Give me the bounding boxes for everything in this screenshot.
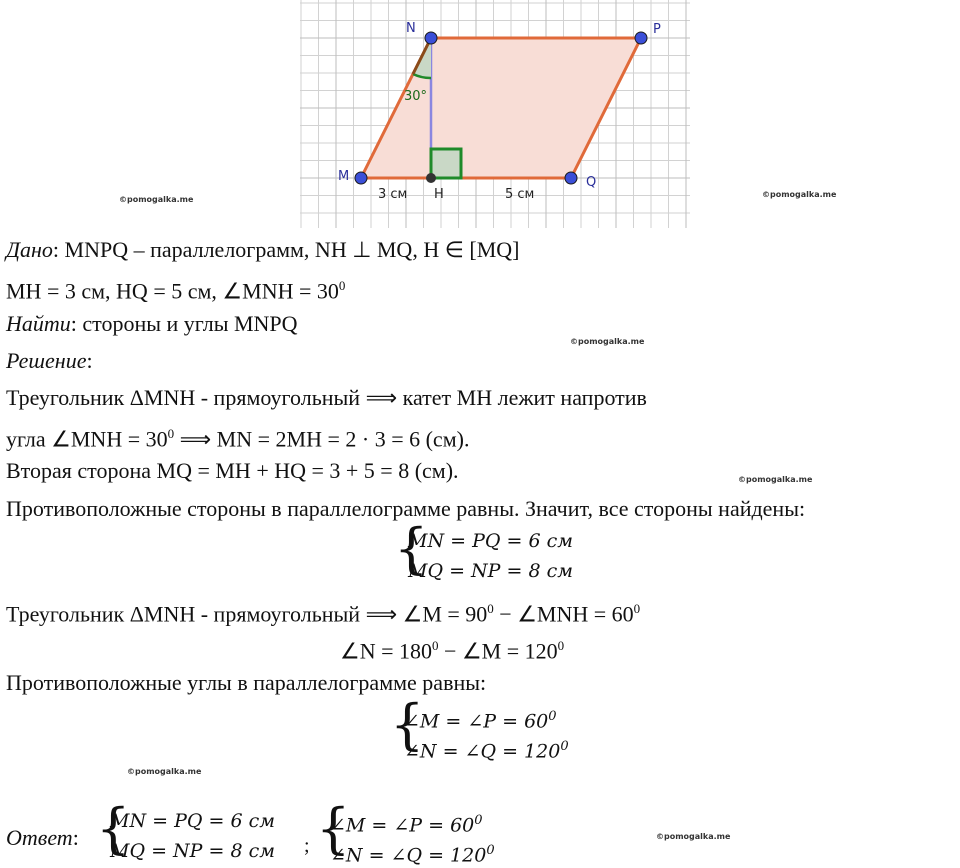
sides-row-2: MQ = NP = 8 см bbox=[408, 560, 573, 582]
solution-line-3: Вторая сторона MQ = MH + HQ = 3 + 5 = 8 (см). bbox=[6, 458, 459, 483]
right-angle-mark bbox=[431, 149, 461, 178]
point-h bbox=[426, 173, 436, 183]
l2-sup: 0 bbox=[167, 426, 175, 441]
angles-row-2: ∠N = ∠Q = $120^0$ bbox=[404, 739, 569, 763]
brace: { bbox=[316, 797, 351, 860]
given-line-2 bbox=[6, 273, 345, 304]
l5-a: Треугольник ΔMNH - прямоугольный ⟹ ∠M = 90 bbox=[6, 601, 488, 627]
l2-b: ⟹ MN = 2MH = 2 · 3 = 6 (см). bbox=[174, 426, 470, 452]
sides-system bbox=[394, 517, 624, 588]
answer-label-line bbox=[6, 825, 79, 851]
angles-row-1: ∠M = ∠P = $60^0$ bbox=[404, 709, 557, 733]
find-line bbox=[6, 311, 298, 337]
brace: { bbox=[390, 693, 425, 756]
label-n: N bbox=[406, 21, 416, 36]
solution-line-6 bbox=[340, 633, 564, 664]
l6-sup1: 0 bbox=[432, 638, 439, 653]
l5-b: − ∠MNH = 60 bbox=[493, 601, 634, 627]
label-h: H bbox=[434, 187, 444, 202]
l6-b: − ∠M = 120 bbox=[438, 638, 558, 664]
answer-angles-row-1: ∠M = ∠P = $60^0$ bbox=[330, 813, 483, 837]
solution-label: Решение bbox=[6, 348, 87, 373]
given-text-2: MH = 3 см, HQ = 5 см, ∠MNH = 30 bbox=[6, 278, 339, 304]
angles-system bbox=[390, 693, 620, 764]
answer-sides-system bbox=[96, 797, 316, 868]
vertex-p bbox=[635, 32, 647, 44]
given-line-1 bbox=[6, 237, 519, 263]
parallelogram-figure bbox=[300, 0, 690, 228]
vertex-q bbox=[565, 172, 577, 184]
solution-line-1: Треугольник ΔMNH - прямоугольный ⟹ катет MH лежит напротив bbox=[6, 385, 647, 410]
label-p: P bbox=[653, 22, 661, 37]
solution-line-7: Противоположные углы в параллелограмме равны: bbox=[6, 670, 487, 695]
watermark-3: ©pomogalka.me bbox=[570, 337, 645, 346]
answer-angles-row-2: ∠N = ∠Q = $120^0$ bbox=[330, 843, 495, 867]
brace: { bbox=[96, 797, 131, 860]
label-mh-length: 3 см bbox=[378, 187, 408, 202]
watermark-1: ©pomogalka.me bbox=[119, 195, 194, 204]
vertex-m bbox=[355, 172, 367, 184]
vertex-n bbox=[425, 32, 437, 44]
solution-line-2 bbox=[6, 421, 469, 452]
watermark-5: ©pomogalka.me bbox=[127, 767, 202, 776]
answer-angles-system bbox=[316, 797, 536, 868]
label-q: Q bbox=[586, 175, 597, 190]
solution-line bbox=[6, 348, 93, 374]
watermark-2: ©pomogalka.me bbox=[762, 190, 837, 199]
answer-label: Ответ bbox=[6, 825, 73, 850]
answer-separator: ; bbox=[304, 835, 310, 857]
l5-sup2: 0 bbox=[633, 601, 641, 616]
angle-label: 30° bbox=[404, 89, 428, 104]
given-label: Дано bbox=[6, 237, 53, 262]
answer-sides-row-1: MN = PQ = 6 см bbox=[110, 810, 275, 832]
l6-a: ∠N = 180 bbox=[340, 638, 433, 664]
solution-line-4: Противоположные стороны в параллелограмме равны. Значит, все стороны найдены: bbox=[6, 496, 806, 521]
answer-sides-row-2: MQ = NP = 8 см bbox=[110, 840, 275, 862]
label-m: M bbox=[338, 169, 350, 184]
brace: { bbox=[394, 517, 429, 580]
watermark-4: ©pomogalka.me bbox=[738, 475, 813, 484]
find-label: Найти bbox=[6, 311, 71, 336]
l6-sup2: 0 bbox=[557, 638, 565, 653]
answer-colon: : bbox=[72, 825, 79, 850]
l2-a: угла ∠MNH = 30 bbox=[6, 426, 168, 452]
given-text-1: : MNPQ – параллелограмм, NH ⊥ MQ, H ∈ [MQ] bbox=[52, 237, 520, 262]
l5-sup1: 0 bbox=[487, 601, 494, 616]
label-hq-length: 5 см bbox=[505, 187, 535, 202]
solution-colon: : bbox=[86, 348, 93, 373]
find-text: : стороны и углы MNPQ bbox=[70, 311, 298, 336]
solution-line-5 bbox=[6, 596, 640, 627]
watermark-6: ©pomogalka.me bbox=[656, 832, 731, 841]
given-text-2-sup: 0 bbox=[338, 278, 346, 293]
sides-row-1: MN = PQ = 6 см bbox=[408, 530, 573, 552]
